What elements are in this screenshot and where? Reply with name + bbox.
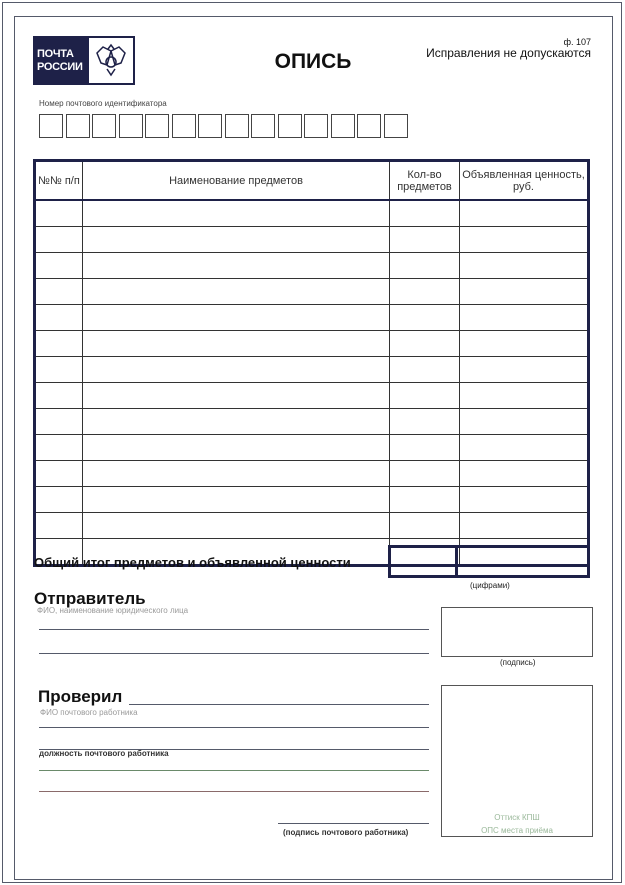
qty-cell[interactable]: [390, 487, 460, 512]
checker-signature-caption: (подпись почтового работника): [283, 828, 409, 837]
value-cell[interactable]: [460, 305, 587, 330]
form-number: ф. 107: [563, 37, 591, 47]
number-cell[interactable]: [36, 279, 83, 304]
col-qty: Кол-во предметов: [390, 162, 460, 199]
checker-heading: Проверил: [38, 687, 123, 706]
identifier-digit-box[interactable]: [66, 114, 90, 138]
number-cell[interactable]: [36, 435, 83, 460]
qty-cell[interactable]: [390, 461, 460, 486]
sender-signature-caption: (подпись): [500, 658, 536, 667]
qty-cell[interactable]: [390, 435, 460, 460]
identifier-boxes: [39, 114, 410, 138]
identifier-label: Номер почтового идентификатора: [39, 99, 167, 108]
total-value-field[interactable]: [458, 545, 590, 578]
eagle-emblem-icon: [87, 36, 135, 85]
name-cell[interactable]: [83, 383, 390, 408]
table-row: [36, 304, 587, 330]
value-cell[interactable]: [460, 357, 587, 382]
identifier-digit-box[interactable]: [198, 114, 222, 138]
sender-heading: Отправитель: [34, 589, 146, 608]
number-cell[interactable]: [36, 305, 83, 330]
value-cell[interactable]: [460, 487, 587, 512]
name-cell[interactable]: [83, 513, 390, 538]
name-cell[interactable]: [83, 331, 390, 356]
identifier-digit-box[interactable]: [92, 114, 116, 138]
value-cell[interactable]: [460, 201, 587, 226]
stamp-line1: Оттиск КПШ: [494, 813, 540, 822]
name-cell[interactable]: [83, 487, 390, 512]
col-number: №№ п/п: [36, 162, 83, 199]
number-cell[interactable]: [36, 357, 83, 382]
checker-sublabel: ФИО почтового работника: [40, 708, 138, 717]
value-cell[interactable]: [460, 227, 587, 252]
table-row: [36, 278, 587, 304]
sender-sublabel: ФИО, наименование юридического лица: [37, 606, 189, 615]
name-cell[interactable]: [83, 409, 390, 434]
qty-cell[interactable]: [390, 357, 460, 382]
logo-line2: РОССИИ: [37, 60, 83, 73]
identifier-digit-box[interactable]: [172, 114, 196, 138]
identifier-digit-box[interactable]: [119, 114, 143, 138]
number-cell[interactable]: [36, 487, 83, 512]
value-cell[interactable]: [460, 279, 587, 304]
qty-cell[interactable]: [390, 305, 460, 330]
value-cell[interactable]: [460, 331, 587, 356]
checker-name-line[interactable]: [129, 704, 429, 705]
table-row: [36, 486, 587, 512]
stamp-line2: ОПС места приёма: [481, 826, 553, 835]
value-cell[interactable]: [460, 409, 587, 434]
value-cell[interactable]: [460, 253, 587, 278]
table-row: [36, 408, 587, 434]
number-cell[interactable]: [36, 383, 83, 408]
number-cell[interactable]: [36, 409, 83, 434]
name-cell[interactable]: [83, 357, 390, 382]
qty-cell[interactable]: [390, 279, 460, 304]
name-cell[interactable]: [83, 435, 390, 460]
russian-post-logo: [33, 36, 87, 85]
name-cell[interactable]: [83, 279, 390, 304]
table-row: [36, 434, 587, 460]
value-cell[interactable]: [460, 513, 587, 538]
name-cell[interactable]: [83, 253, 390, 278]
table-row: [36, 356, 587, 382]
total-qty-field[interactable]: [388, 545, 458, 578]
table-row: [36, 512, 587, 538]
sender-name-line-2[interactable]: [39, 653, 429, 654]
checker-line-2[interactable]: [39, 727, 429, 728]
digits-caption: (цифрами): [470, 581, 510, 590]
col-name: Наименование предметов: [83, 162, 390, 199]
name-cell[interactable]: [83, 201, 390, 226]
number-cell[interactable]: [36, 331, 83, 356]
qty-cell[interactable]: [390, 513, 460, 538]
table-row: [36, 382, 587, 408]
table-body: [36, 201, 587, 564]
number-cell[interactable]: [36, 461, 83, 486]
value-cell[interactable]: [460, 383, 587, 408]
number-cell[interactable]: [36, 513, 83, 538]
identifier-digit-box[interactable]: [225, 114, 249, 138]
checker-signature-line[interactable]: [278, 823, 429, 824]
position-line-2[interactable]: [39, 791, 429, 792]
qty-cell[interactable]: [390, 409, 460, 434]
value-cell[interactable]: [460, 461, 587, 486]
name-cell[interactable]: [83, 305, 390, 330]
name-cell[interactable]: [83, 227, 390, 252]
qty-cell[interactable]: [390, 253, 460, 278]
identifier-digit-box[interactable]: [39, 114, 63, 138]
table-row: [36, 460, 587, 486]
name-cell[interactable]: [83, 461, 390, 486]
identifier-digit-box[interactable]: [304, 114, 328, 138]
identifier-digit-box[interactable]: [331, 114, 355, 138]
items-table: [33, 159, 590, 567]
no-corrections-notice: Исправления не допускаются: [426, 46, 591, 60]
identifier-digit-box[interactable]: [357, 114, 381, 138]
identifier-digit-box[interactable]: [251, 114, 275, 138]
qty-cell[interactable]: [390, 201, 460, 226]
table-row: [36, 330, 587, 356]
position-label: должность почтового работника: [39, 749, 169, 758]
page-title: ОПИСЬ: [274, 50, 352, 73]
value-cell[interactable]: [460, 435, 587, 460]
position-line-1[interactable]: [39, 770, 429, 771]
table-row: [36, 201, 587, 226]
qty-cell[interactable]: [390, 383, 460, 408]
identifier-digit-box[interactable]: [384, 114, 408, 138]
number-cell[interactable]: [36, 253, 83, 278]
logo-line1: ПОЧТА: [37, 47, 74, 60]
table-header: [36, 162, 587, 201]
qty-cell[interactable]: [390, 227, 460, 252]
table-row: [36, 226, 587, 252]
stamp-box: [441, 685, 593, 837]
sender-name-line-1[interactable]: [39, 629, 429, 630]
sender-signature-box[interactable]: [441, 607, 593, 657]
identifier-digit-box[interactable]: [145, 114, 169, 138]
qty-cell[interactable]: [390, 331, 460, 356]
number-cell[interactable]: [36, 227, 83, 252]
number-cell[interactable]: [36, 201, 83, 226]
total-label: Общий итог предметов и объявленной ценности: [34, 555, 351, 570]
col-value: Объявленная ценность, руб.: [462, 168, 585, 193]
identifier-digit-box[interactable]: [278, 114, 302, 138]
table-row: [36, 252, 587, 278]
